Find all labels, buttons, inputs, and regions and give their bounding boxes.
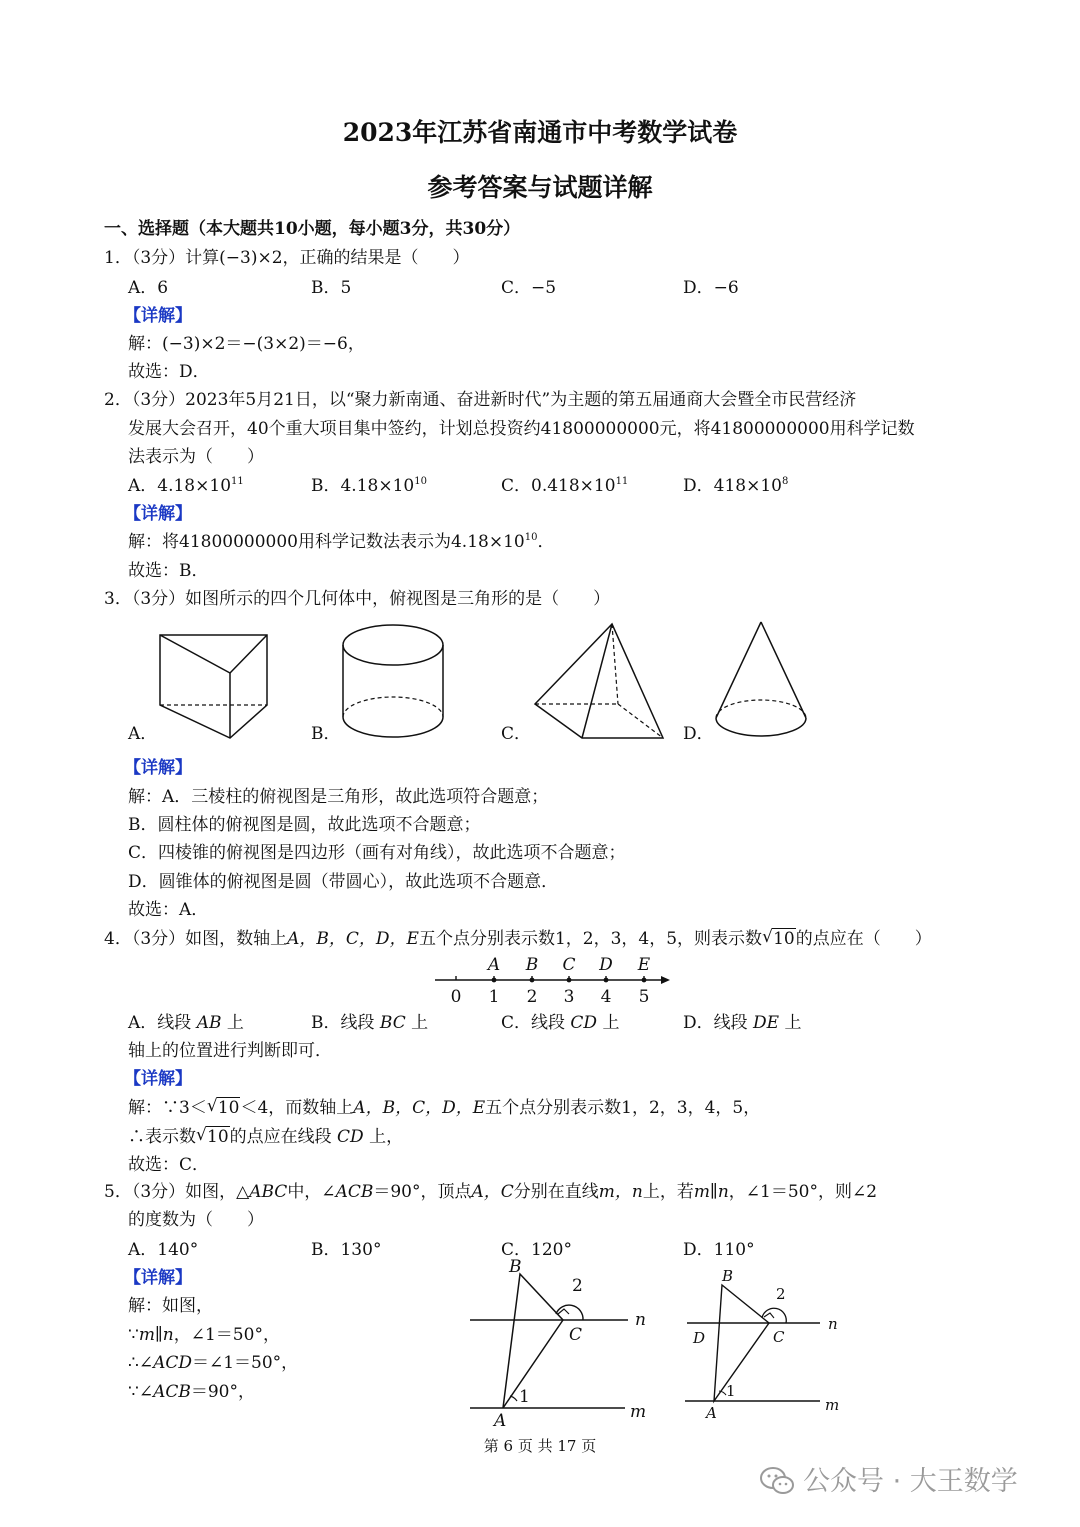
q2-stem-line1: 2．（3分）2023年5月21日，以“聚力新南通、奋进新时代”为主题的第五届通商大会暨全市民营经济 bbox=[104, 390, 857, 410]
q5-option-d: D．110° bbox=[683, 1240, 755, 1260]
q4-solution-line1: 解：∵3＜ √ 10＜4，而数轴上A，B，C，D，E五个点分别表示数1，2，3，4，5， bbox=[128, 1096, 761, 1118]
q4-detail-label: 【详解】 bbox=[124, 1069, 192, 1089]
q2-option-c: C．$0.418\times 10^{11}$ bbox=[501, 476, 629, 496]
axis-letter-c: C bbox=[562, 955, 576, 975]
q3-figure-prism bbox=[155, 630, 275, 745]
q2-detail-label: 【详解】 bbox=[124, 504, 192, 524]
q5-solution-line3: ∴∠ACD＝∠1＝50°， bbox=[128, 1353, 299, 1373]
fig2-label-1: 1 bbox=[726, 1382, 736, 1400]
q5-figure-2 bbox=[682, 1265, 852, 1425]
q3-solution-line4: D．圆锥体的俯视图是圆（带圆心），故此选项不合题意． bbox=[128, 872, 559, 892]
q1-answer: 故选：D． bbox=[128, 362, 210, 382]
q2-stem-line3: 法表示为（ ） bbox=[128, 447, 264, 467]
sqrt-10: √ 10 bbox=[206, 1096, 240, 1118]
fig2-label-b: B bbox=[722, 1267, 734, 1285]
fig2-label-n: n bbox=[828, 1315, 838, 1333]
q2-option-d: D．$418\times 10^8$ bbox=[683, 476, 789, 496]
q3-label-b: B． bbox=[311, 724, 341, 744]
q5-option-a: A．140° bbox=[128, 1240, 199, 1260]
page-subtitle: 参考答案与试题详解 bbox=[427, 173, 653, 202]
axis-number-1: 1 bbox=[488, 987, 500, 1007]
fig1-label-2: 2 bbox=[572, 1276, 583, 1296]
fig2-label-2: 2 bbox=[776, 1285, 786, 1303]
axis-number-5: 5 bbox=[638, 987, 650, 1007]
q3-solution-line3: C．四棱锥的俯视图是四边形（画有对角线），故此选项不合题意； bbox=[128, 843, 626, 863]
q1-detail-label: 【详解】 bbox=[124, 306, 192, 326]
fig2-label-a: A bbox=[706, 1404, 717, 1422]
fig1-label-m: m bbox=[630, 1402, 647, 1422]
q2-option-a: A．$4.18\times 10^{11}$ bbox=[128, 476, 244, 496]
fig1-label-a: A bbox=[494, 1411, 507, 1431]
sqrt-10: √ 10 bbox=[762, 927, 795, 949]
q2-solution: 解：将41800000000用科学记数法表示为$4.18\times 10^{10}$． bbox=[128, 532, 555, 552]
q3-figure-cone bbox=[712, 618, 812, 743]
number-line bbox=[430, 952, 680, 1007]
q4-note: 轴上的位置进行判断即可． bbox=[128, 1041, 332, 1061]
q5-solution-line1: 解：如图， bbox=[128, 1296, 213, 1316]
sqrt-10: √ 10 bbox=[196, 1125, 229, 1147]
fig2-label-d: D bbox=[693, 1329, 706, 1347]
q3-stem: 3．（3分）如图所示的四个几何体中，俯视图是三角形的是（ ） bbox=[104, 589, 611, 609]
axis-number-3: 3 bbox=[563, 987, 575, 1007]
q5-solution-line2: ∵m∥n，∠1＝50°， bbox=[128, 1325, 280, 1345]
q5-stem-line2: 的度数为（ ） bbox=[128, 1210, 264, 1230]
q4-option-b: B．线段 BC 上 bbox=[311, 1013, 429, 1033]
q4-solution-line2: ∴表示数 √ 10的点应在线段 CD 上， bbox=[128, 1125, 404, 1147]
q3-solution-line2: B．圆柱体的俯视图是圆，故此选项不合题意； bbox=[128, 815, 481, 835]
axis-number-0: 0 bbox=[450, 987, 462, 1007]
q2-answer: 故选：B． bbox=[128, 561, 209, 581]
q4-answer: 故选：C． bbox=[128, 1155, 210, 1175]
axis-letter-d: D bbox=[599, 955, 613, 975]
q1-stem: 1．（3分）计算(−3)×2，正确的结果是（ ） bbox=[104, 248, 470, 268]
page-number: 第 6 页 共 17 页 bbox=[483, 1437, 597, 1455]
fig2-label-m: m bbox=[825, 1396, 840, 1414]
q5-option-b: B．130° bbox=[311, 1240, 382, 1260]
axis-number-2: 2 bbox=[526, 987, 538, 1007]
q3-figure-cylinder bbox=[340, 620, 450, 745]
axis-letter-a: A bbox=[487, 955, 501, 975]
q3-answer: 故选：A． bbox=[128, 900, 209, 920]
q2-stem-line2: 发展大会召开，40个重大项目集中签约，计划总投资约41800000000元，将41800000000用科学记数 bbox=[128, 419, 915, 439]
q1-option-b: B．5 bbox=[311, 278, 352, 298]
q5-figure-1 bbox=[465, 1257, 655, 1432]
q4-option-d: D．线段 DE 上 bbox=[683, 1013, 802, 1033]
q1-option-a: A．6 bbox=[128, 278, 169, 298]
watermark: 公众号 · 大王数学 bbox=[803, 1466, 1018, 1497]
wechat-icon bbox=[760, 1466, 796, 1496]
q5-stem-line1: 5．（3分）如图，△ABC中，∠ACB＝90°，顶点A，C分别在直线m，n上，若m∥n，∠1＝50°，则∠2 bbox=[104, 1182, 878, 1202]
q3-solution-line1: 解：A．三棱柱的俯视图是三角形，故此选项符合题意； bbox=[128, 787, 549, 807]
q3-label-a: A． bbox=[128, 724, 158, 744]
fig1-label-n: n bbox=[635, 1310, 646, 1330]
q5-option-c: C．120° bbox=[501, 1240, 572, 1260]
axis-letter-b: B bbox=[525, 955, 539, 975]
q5-detail-label: 【详解】 bbox=[124, 1268, 192, 1288]
axis-number-4: 4 bbox=[600, 987, 612, 1007]
q4-option-a: A．线段 AB 上 bbox=[128, 1013, 244, 1033]
fig2-label-c: C bbox=[773, 1328, 785, 1346]
q3-figure-pyramid bbox=[530, 620, 670, 745]
q3-label-c: C． bbox=[501, 724, 532, 744]
axis-letter-e: E bbox=[637, 955, 651, 975]
fig1-label-b: B bbox=[509, 1257, 522, 1277]
fig1-label-1: 1 bbox=[519, 1387, 530, 1407]
q1-option-c: C．−5 bbox=[501, 278, 557, 298]
q4-option-c: C．线段 CD 上 bbox=[501, 1013, 620, 1033]
fig1-label-c: C bbox=[569, 1325, 583, 1345]
page-title: 2023年江苏省南通市中考数学试卷 bbox=[342, 118, 738, 147]
q5-solution-line4: ∵∠ACB＝90°， bbox=[128, 1382, 255, 1402]
q3-label-d: D． bbox=[683, 724, 714, 744]
section-heading: 一、选择题（本大题共10小题，每小题3分，共30分） bbox=[104, 219, 521, 239]
q3-detail-label: 【详解】 bbox=[124, 758, 192, 778]
q1-option-d: D．−6 bbox=[683, 278, 739, 298]
q2-option-b: B．$4.18\times 10^{10}$ bbox=[311, 476, 427, 496]
q1-solution: 解：(−3)×2＝−(3×2)＝−6， bbox=[128, 334, 365, 354]
q4-stem: 4．（3分）如图，数轴上A，B，C，D，E五个点分别表示数1，2，3，4，5，则表示数 √ 10的点应在（ ） bbox=[104, 927, 932, 949]
